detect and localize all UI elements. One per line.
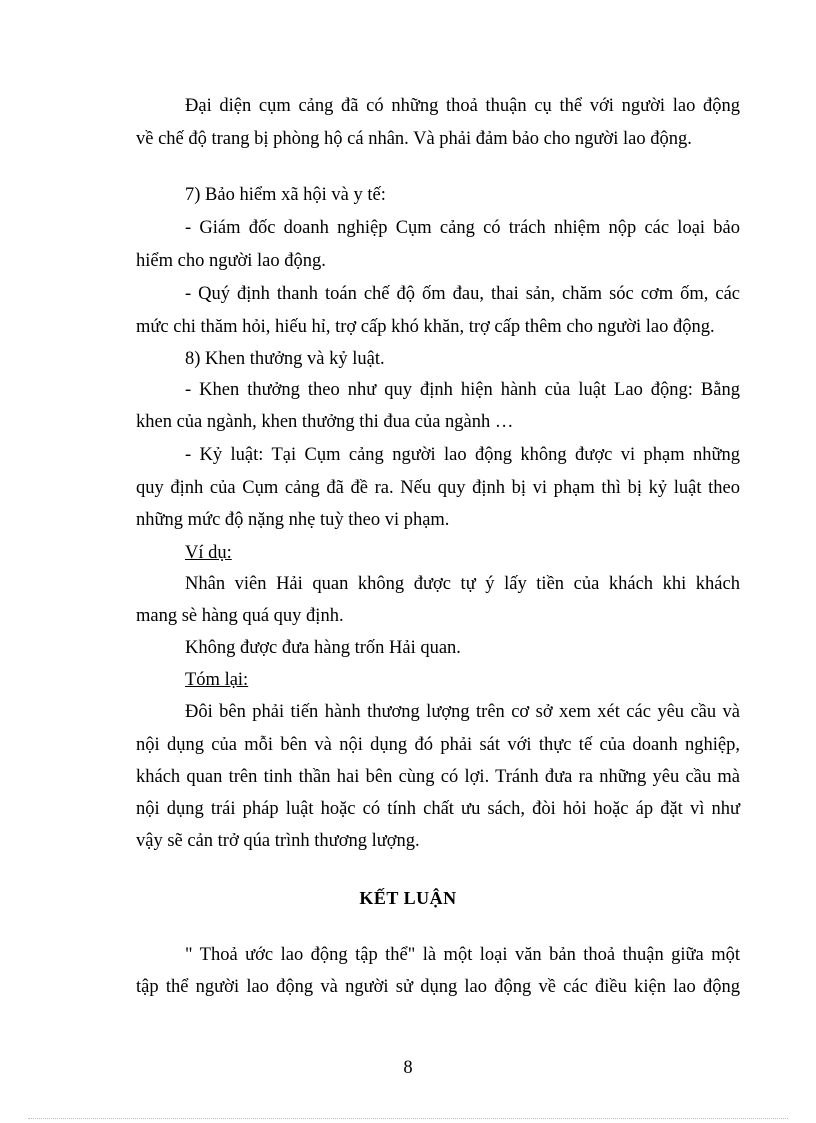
paragraph-line: nội dụng trái pháp luật hoặc có tính chất ưu sách, đòi hỏi hoặc áp đặt vì như	[136, 799, 740, 819]
paragraph-line: về chế độ trang bị phòng hộ cá nhân. Và phải đảm bảo cho người lao động.	[136, 129, 692, 149]
paragraph-line: hiểm cho người lao động.	[136, 251, 326, 271]
paragraph-line: " Thoả ước lao động tập thể" là một loại văn bản thoả thuận giữa một	[185, 945, 740, 965]
paragraph-line: quy định của Cụm cảng đã đề ra. Nếu quy định bị vi phạm thì bị kỷ luật theo	[136, 478, 740, 498]
paragraph-line: Không được đưa hàng trốn Hải quan.	[185, 638, 461, 658]
page-number: 8	[403, 1058, 413, 1078]
paragraph-line: vậy sẽ cản trở qúa trình thương lượng.	[136, 831, 420, 851]
paragraph-line: mang sè hàng quá quy định.	[136, 606, 344, 626]
paragraph-line: mức chi thăm hỏi, hiếu hỉ, trợ cấp khó khăn, trợ cấp thêm cho người lao động.	[136, 317, 715, 337]
paragraph-line: tập thể người lao động và người sử dụng lao động về các điều kiện lao động	[136, 977, 740, 997]
paragraph-line: - Quý định thanh toán chế độ ốm đau, thai sản, chăm sóc cơm ốm, các	[185, 284, 740, 304]
paragraph-line: Đôi bên phải tiến hành thương lượng trên cơ sở xem xét các yêu cầu và	[185, 702, 740, 722]
paragraph-line: nội dụng của mỗi bên và nội dụng đó phải sát với thực tế của doanh nghiệp,	[136, 735, 740, 755]
conclusion-title: KẾT LUẬN	[359, 888, 457, 908]
paragraph-line: - Giám đốc doanh nghiệp Cụm cảng có trách nhiệm nộp các loại bảo	[185, 218, 740, 238]
section-7-heading: 7) Bảo hiểm xã hội và y tế:	[185, 185, 386, 205]
paragraph-line: Đại diện cụm cảng đã có những thoả thuận cụ thể với người lao động	[185, 96, 740, 116]
paragraph-line: Nhân viên Hải quan không được tự ý lấy tiền của khách khi khách	[185, 574, 740, 594]
footer-divider	[28, 1118, 788, 1119]
section-8-heading: 8) Khen thưởng và kỷ luật.	[185, 349, 385, 369]
example-label: Ví dụ:	[185, 543, 232, 563]
summary-label: Tóm lại:	[185, 670, 249, 690]
paragraph-line: - Kỷ luật: Tại Cụm cảng người lao động không được vi phạm những	[185, 445, 740, 465]
paragraph-line: khách quan trên tinh thần hai bên cùng có lợi. Tránh đưa ra những yêu cầu mà	[136, 767, 740, 787]
paragraph-line: những mức độ nặng nhẹ tuỳ theo vi phạm.	[136, 510, 450, 530]
paragraph-line: - Khen thưởng theo như quy định hiện hành của luật Lao động: Bằng	[185, 380, 740, 400]
paragraph-line: khen của ngành, khen thưởng thi đua của ngành …	[136, 412, 514, 432]
